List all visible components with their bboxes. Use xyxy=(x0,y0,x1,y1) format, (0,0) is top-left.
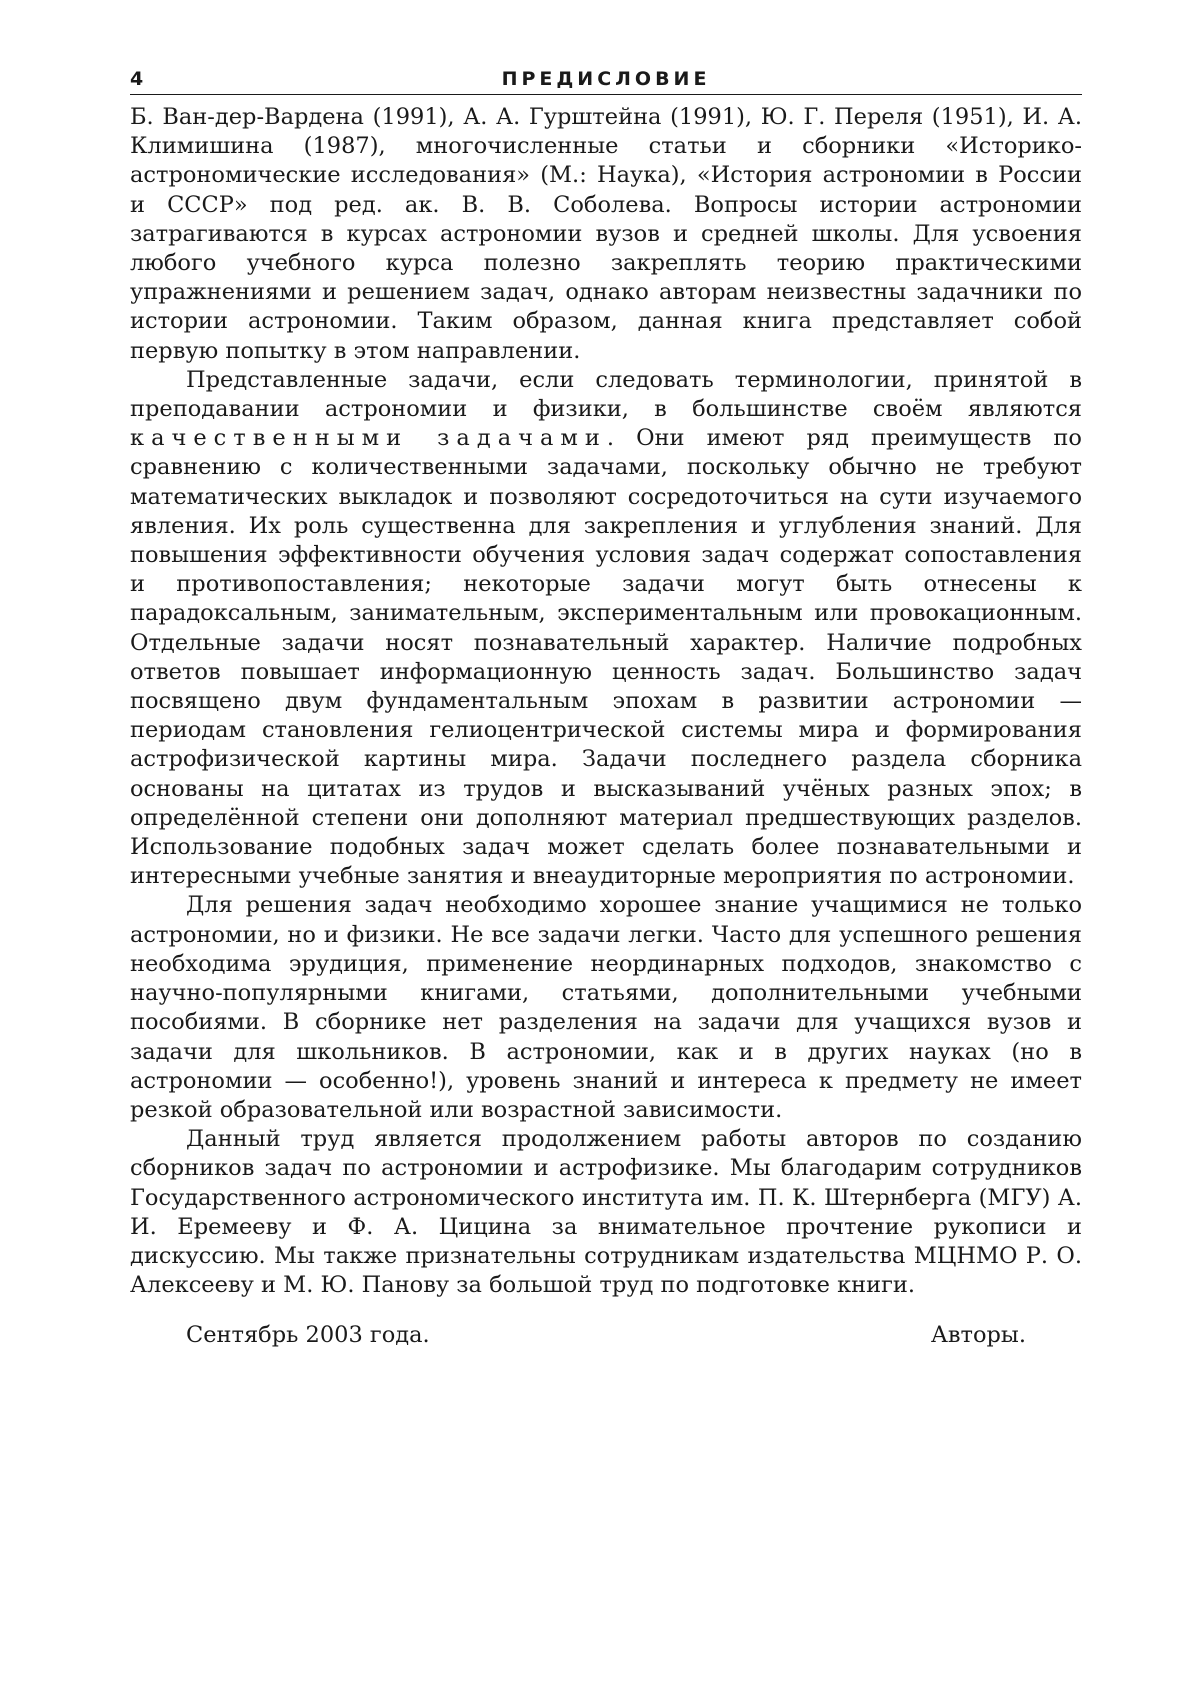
paragraph-2-after: . Они имеют ряд преимуществ по сравнению с количественными задачами, поскольку обычно не требуют математических выкладок и позволяют сосредоточиться на сути изучаемого явления. Их роль существенна для закрепления и углубления знаний. Для повышения эффективности обучения условия задач содержат сопоставления и противопоставления; некоторые задачи могут быть отнесены к парадоксальным, занимательным, экспериментальным или провокационным. Отдельные задачи носят познавательный характер. Наличие подробных ответов повышает информационную ценность задач. Большинство задач посвящено двум фундаментальным эпохам в развитии астрономии — периодам становления гелиоцентрической системы мира и формирования астрофизической картины мира. Задачи последнего раздела сборника основаны на цитатах из трудов и высказываний учёных разных эпох; в определённой степени они дополняют материал предшествующих разделов. Использование подобных задач может сделать более познавательными и интересными учебные занятия и внеаудиторные мероприятия по астрономии. xyxy=(130,425,1082,890)
paragraph-1: Б. Ван-дер-Вардена (1991), А. А. Гурштейна (1991), Ю. Г. Переля (1951), И. А. Климишина (1987), многочисленные статьи и сборники «Историко-астрономические исследования» (М.: Наука), «История астрономии в России и СССР» под ред. ак. В. В. Соболева. Вопросы истории астрономии затрагиваются в курсах астрономии вузов и средней школы. Для усвоения любого учебного курса полезно закреплять теорию практическими упражнениями и решением задач, однако авторам неизвестны задачники по истории астрономии. Таким образом, данная книга представляет собой первую попытку в этом направлении. xyxy=(130,104,1082,364)
running-head xyxy=(130,66,1082,95)
closing-line xyxy=(130,1322,1082,1356)
page-number: 4 xyxy=(130,68,144,90)
book-page xyxy=(130,66,1082,1356)
closing-signature: Авторы. xyxy=(930,1322,1026,1349)
paragraph-3: Для решения задач необходимо хорошее знание учащимися не только астрономии, но и физики. Не все задачи легки. Часто для успешного решения необходима эрудиция, применение неординарных подходов, знакомство с научно-популярными книгами, статьями, дополнительными учебными пособиями. В сборнике нет разделения на задачи для учащихся вузов и задачи для школьников. В астрономии, как и в других науках (но в астрономии — особенно!), уровень знаний и интереса к предмету не имеет резкой образовательной или возрастной зависимости. xyxy=(130,892,1082,1123)
closing-date: Сентябрь 2003 года. xyxy=(186,1322,430,1349)
paragraph-2 xyxy=(130,366,1082,892)
emphasis-term: качественными задачами xyxy=(130,425,607,452)
preface-body xyxy=(130,103,1082,1300)
paragraph-2-before: Представленные задачи, если следовать терминологии, принятой в преподавании астрономии и физики, в большинстве своём являются xyxy=(130,366,1082,423)
section-title: ПРЕДИСЛОВИЕ xyxy=(501,68,711,90)
paragraph-4: Данный труд является продолжением работы авторов по созданию сборников задач по астрономии и астрофизике. Мы благодарим сотрудников Государственного астрономического института им. П. К. Штернберга (МГУ) А. И. Еремееву и Ф. А. Цицина за внимательное прочтение рукописи и дискуссию. Мы также признательны сотрудникам издательства МЦНМО Р. О. Алексееву и М. Ю. Панову за большой труд по подготовке книги. xyxy=(130,1126,1082,1299)
